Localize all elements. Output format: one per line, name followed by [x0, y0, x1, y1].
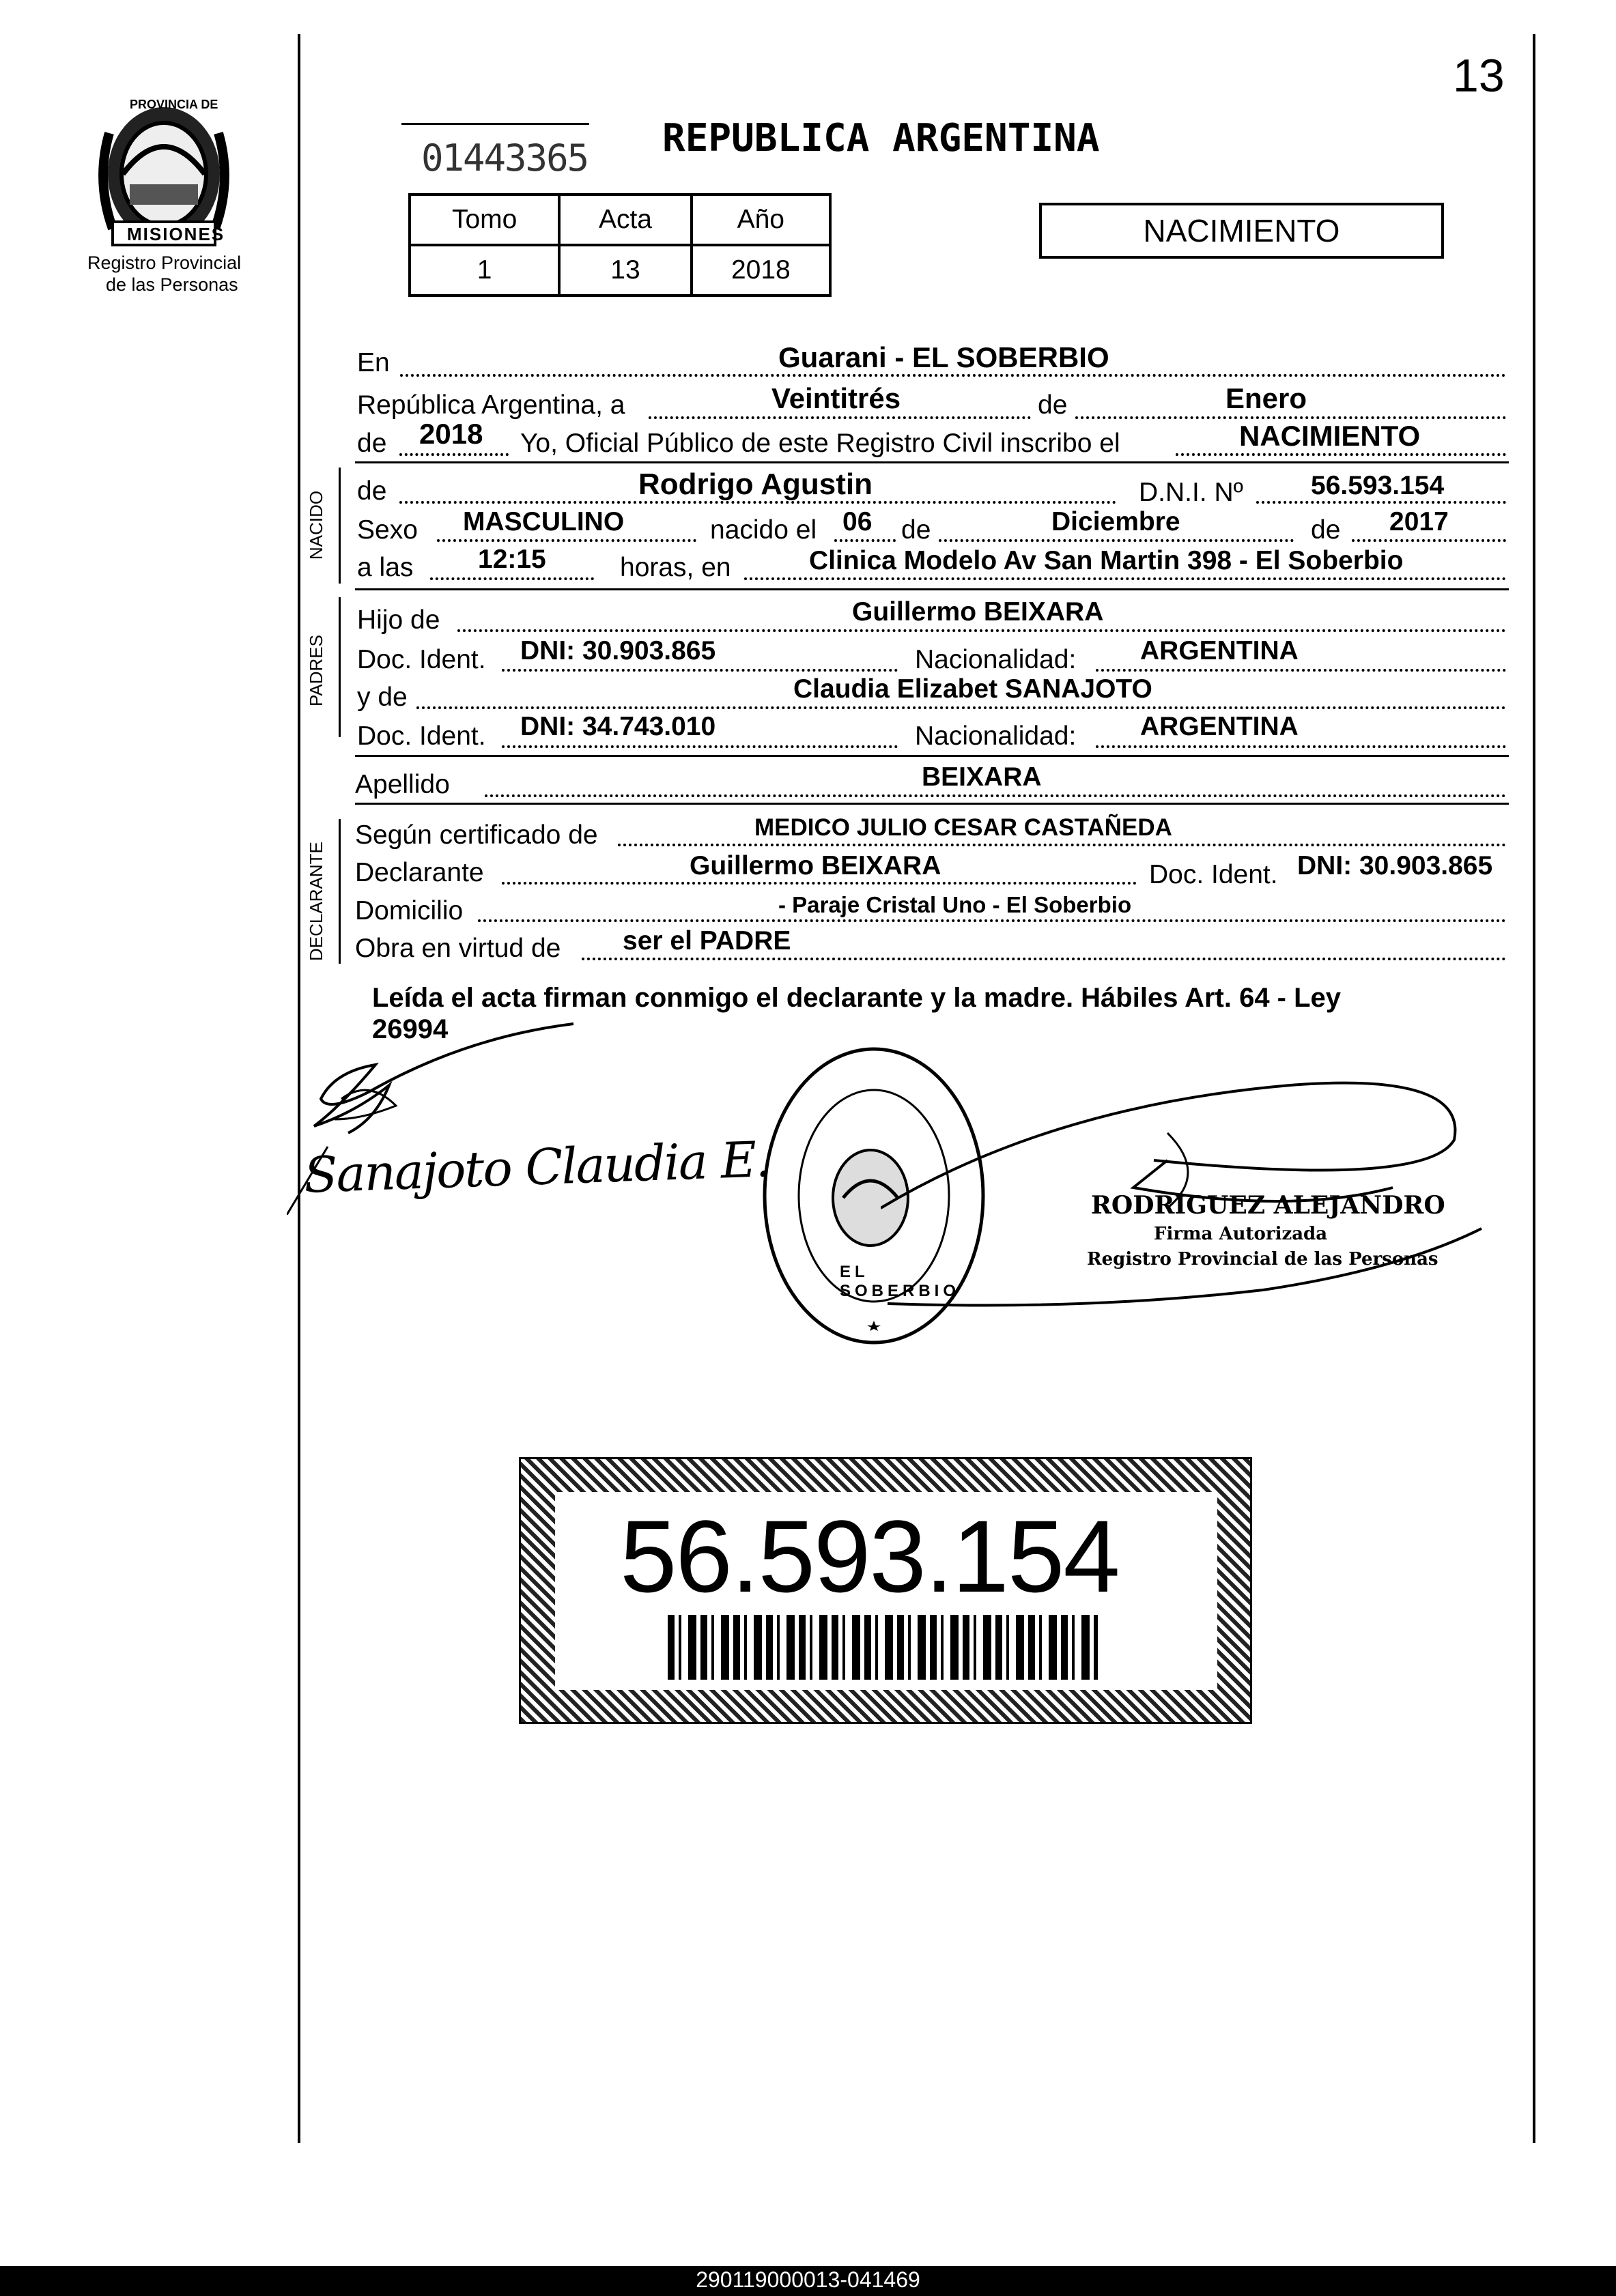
act-type: NACIMIENTO — [1143, 213, 1340, 248]
dotted-line — [1075, 416, 1506, 419]
section-label-nacido: NACIDO — [306, 490, 326, 560]
officer-name: RODRIGUEZ ALEJANDRO — [1091, 1191, 1445, 1220]
father-name: Guillermo BEIXARA — [852, 597, 1104, 627]
son-of-label: Hijo de — [357, 605, 440, 635]
dotted-line — [1096, 745, 1506, 748]
declarant-label: Declarante — [355, 858, 484, 887]
table-header-tomo: Tomo — [410, 195, 559, 245]
republic-label: República Argentina, a — [357, 390, 625, 420]
declarant-address: - Paraje Cristal Uno - El Soberbio — [778, 892, 1132, 917]
dotted-line — [502, 745, 898, 748]
father-doc-label: Doc. Ident. — [357, 645, 486, 674]
by-virtue-label: Obra en virtud de — [355, 934, 561, 963]
born-date-label: nacido el — [710, 515, 817, 545]
mother-signature: Sanajoto Claudia E. — [302, 1130, 771, 1204]
dotted-line — [399, 453, 509, 456]
cert-value: MEDICO JULIO CESAR CASTAÑEDA — [754, 814, 1172, 841]
page-number: 13 — [1453, 50, 1505, 102]
born-name: Rodrigo Agustin — [638, 468, 873, 501]
mother-doc-label: Doc. Ident. — [357, 721, 486, 751]
stamp-inner-text: EL SOBERBIO — [840, 1263, 961, 1300]
intro-day: Veintitrés — [771, 382, 901, 414]
registry-caption-1: Registro Provincial — [87, 253, 242, 273]
born-place: Clinica Modelo Av San Martin 398 - El Soberbio — [809, 546, 1404, 575]
dotted-line — [1176, 453, 1506, 456]
section-divider — [355, 588, 1509, 590]
hours-label: horas, en — [620, 553, 731, 582]
year-prefix-label: de — [357, 429, 387, 458]
dotted-line — [744, 577, 1506, 580]
dotted-line — [939, 539, 1294, 542]
closing-line-1: Leída el acta firman conmigo el declarante y la madre. Hábiles Art. 64 - Ley — [372, 983, 1342, 1013]
surname-value: BEIXARA — [922, 762, 1042, 792]
dotted-line — [437, 539, 696, 542]
intro-year: 2018 — [419, 418, 483, 450]
dotted-line — [400, 374, 1506, 377]
declarante-bracket — [339, 819, 341, 964]
mother-nationality: ARGENTINA — [1140, 712, 1299, 741]
born-month: Diciembre — [1051, 507, 1180, 536]
mother-nat-label: Nacionalidad: — [915, 721, 1077, 751]
logo-text-top: PROVINCIA DE — [130, 98, 218, 111]
section-label-padres: PADRES — [306, 635, 326, 706]
born-dni: 56.593.154 — [1311, 471, 1445, 500]
table-header-anio: Año — [692, 195, 830, 245]
sex-label: Sexo — [357, 515, 418, 545]
dotted-line — [649, 416, 1031, 419]
dotted-line — [485, 794, 1506, 797]
table-value-tomo: 1 — [410, 245, 559, 296]
statement-text: Yo, Oficial Público de este Registro Civil inscribo el — [520, 429, 1120, 458]
section-divider — [355, 461, 1509, 463]
de-label: de — [1038, 390, 1068, 420]
barcode-number: 56.593.154 — [620, 1499, 1119, 1613]
section-divider — [355, 755, 1509, 757]
intro-month: Enero — [1225, 382, 1307, 414]
time-label: a las — [357, 553, 414, 582]
record-table — [408, 193, 832, 297]
dotted-line — [502, 882, 1137, 885]
serial-number: 01443365 — [421, 137, 589, 180]
dotted-line — [430, 577, 594, 580]
dotted-line — [1352, 539, 1506, 542]
table-header-acta: Acta — [559, 195, 691, 245]
barcode-icon — [668, 1615, 1098, 1680]
surname-label: Apellido — [355, 770, 450, 799]
dotted-line — [502, 669, 898, 672]
barcode-sticker — [519, 1457, 1252, 1724]
act-type-box — [1039, 203, 1444, 259]
born-sex: MASCULINO — [463, 507, 625, 536]
and-label: y de — [357, 683, 408, 712]
serial-line — [401, 123, 589, 125]
officer-registry: Registro Provincial de las Personas — [1087, 1249, 1438, 1269]
cert-label: Según certificado de — [355, 820, 598, 850]
province-seal-logo — [82, 92, 246, 256]
closing-line-2: 26994 — [372, 1014, 449, 1044]
padres-bracket — [339, 597, 341, 737]
dotted-line — [1256, 501, 1506, 504]
mother-name: Claudia Elizabet SANAJOTO — [793, 674, 1152, 704]
intro-place: Guarani - EL SOBERBIO — [778, 341, 1109, 373]
section-divider — [355, 803, 1509, 805]
dotted-line — [1096, 669, 1506, 672]
born-time: 12:15 — [478, 545, 546, 574]
father-nat-label: Nacionalidad: — [915, 645, 1077, 674]
barcode-panel — [555, 1492, 1217, 1690]
born-year: 2017 — [1389, 507, 1449, 536]
declarant-doc-label: Doc. Ident. — [1149, 860, 1278, 889]
intro-event: NACIMIENTO — [1239, 420, 1421, 452]
table-value-anio: 2018 — [692, 245, 830, 296]
nacido-bracket — [339, 468, 341, 584]
dotted-line — [478, 919, 1506, 922]
right-margin-rule — [1533, 34, 1535, 2143]
officer-signature — [881, 983, 1495, 1338]
logo-text-bottom: MISIONES — [127, 224, 225, 244]
country-title: REPUBLICA ARGENTINA — [662, 116, 1100, 160]
dotted-line — [834, 539, 896, 542]
born-de-label-2: de — [901, 515, 931, 545]
father-doc: DNI: 30.903.865 — [520, 636, 716, 665]
born-day: 06 — [842, 507, 873, 536]
declarant-name: Guillermo BEIXARA — [690, 851, 941, 880]
dotted-line — [618, 844, 1506, 846]
declarant-doc: DNI: 30.903.865 — [1297, 851, 1493, 880]
en-label: En — [357, 348, 390, 377]
father-nationality: ARGENTINA — [1140, 636, 1299, 665]
address-label: Domicilio — [355, 896, 464, 925]
section-label-declarante: DECLARANTE — [306, 842, 326, 961]
footer-code: 290119000013-041469 — [696, 2267, 920, 2292]
by-virtue-value: ser el PADRE — [623, 926, 791, 956]
dotted-line — [457, 629, 1506, 632]
officer-role: Firma Autorizada — [1154, 1224, 1328, 1244]
born-de-label-3: de — [1311, 515, 1341, 545]
born-de-label: de — [357, 476, 387, 506]
mother-doc: DNI: 34.743.010 — [520, 712, 716, 741]
born-dni-label: D.N.I. Nº — [1139, 478, 1243, 507]
dotted-line — [582, 958, 1506, 960]
table-value-acta: 13 — [559, 245, 691, 296]
dotted-line — [416, 706, 1506, 709]
registry-caption-2: de las Personas — [106, 274, 238, 295]
